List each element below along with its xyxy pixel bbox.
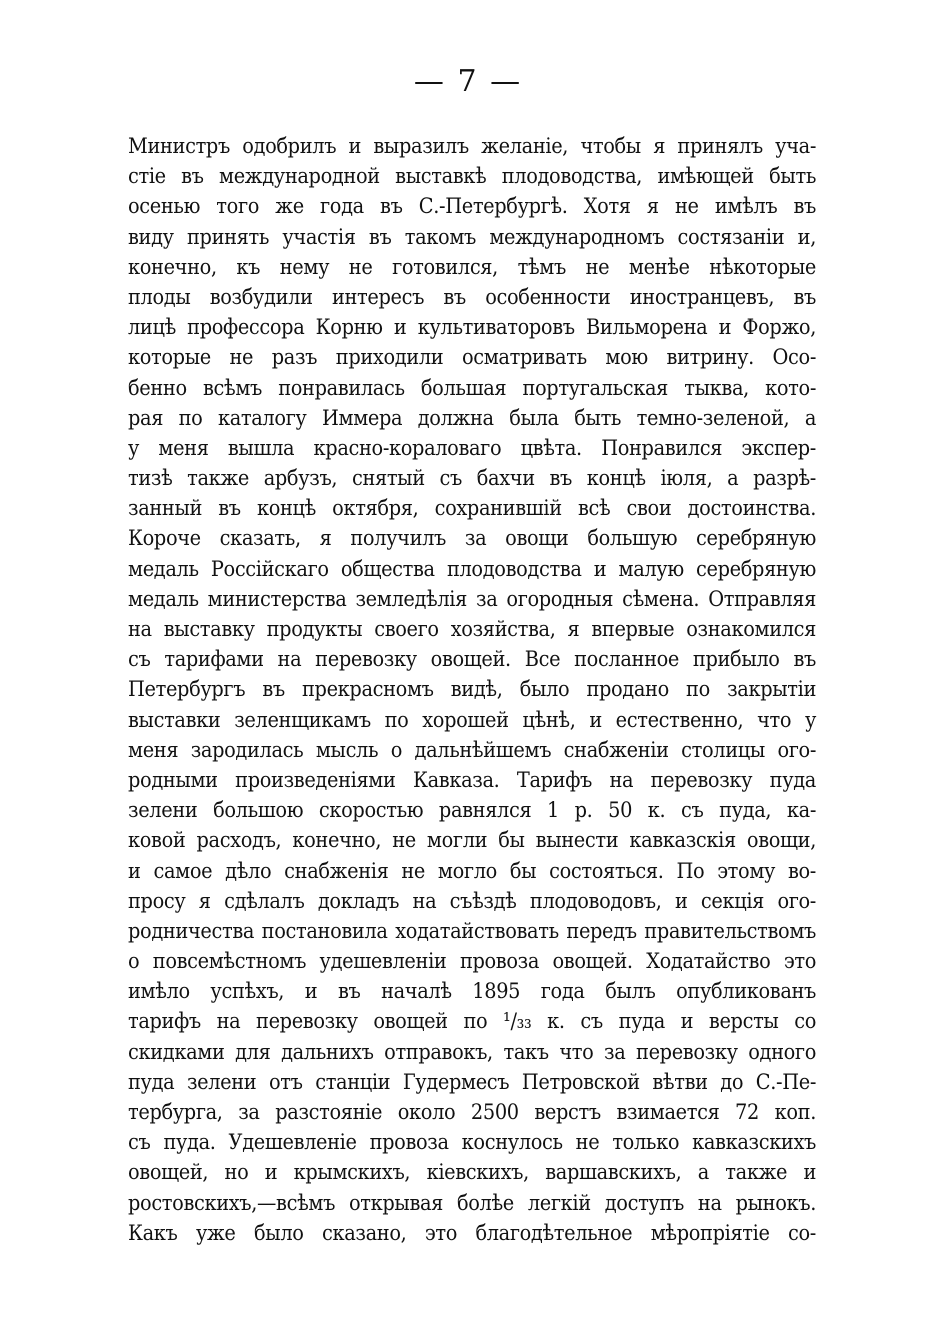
text-line: родничества постановила ходатайствовать передъ правительствомъ <box>128 918 816 944</box>
text-line: съ пуда. Удешевленіе провоза коснулось не только кавказскихъ <box>128 1130 816 1156</box>
text-line: зелени большою скоростью равнялся 1 р. 50 к. съ пуда, ка- <box>128 798 816 824</box>
text-line: пуда зелени отъ станціи Гудермесъ Петровской вѣтви до С.-Пе- <box>128 1069 816 1095</box>
text-line: лицѣ професcора Корню и культиваторовъ Вильморена и Форжо, <box>128 315 816 341</box>
text-line: занный въ концѣ октября, сохранившій всѣ свои достоинства. <box>128 496 816 522</box>
text-line: тизѣ также арбузъ, снятый съ бахчи въ концѣ іюля, а разрѣ- <box>128 466 816 492</box>
text-line: тарифъ на перевозку овощей по ¹/₃₃ к. съ пуда и версты со <box>128 1009 816 1035</box>
text-line: осенью того же года въ С.-Петербургѣ. Хотя я не имѣлъ въ <box>128 194 816 220</box>
text-line: Короче сказать, я получилъ за овощи большую серебряную <box>128 526 816 552</box>
text-line: скидками для дальнихъ отправокъ, такъ что за перевозку одного <box>128 1039 816 1065</box>
text-line: съ тарифами на перевозку овощей. Все посланное прибыло въ <box>128 647 816 673</box>
text-line: виду принять участія въ такомъ международномъ состязаніи и, <box>128 224 816 250</box>
text-line: меня зародилась мысль о дальнѣйшемъ снабженіи столицы ого- <box>128 737 816 763</box>
text-line: бенно всѣмъ понравилась большая португальская тыква, кото- <box>128 375 816 401</box>
page-number: — 7 — <box>413 64 523 99</box>
text-line: медаль Россійскаго общества плодоводства и малую серебряную <box>128 556 816 582</box>
text-line: рая по каталогу Иммера должна была быть темно-зеленой, а <box>128 405 816 431</box>
text-line: о повсемѣстномъ удешевленіи провоза овощей. Ходатайство это <box>128 949 816 975</box>
text-line: Какъ уже было сказано, это благодѣтельное мѣропріятіе со- <box>128 1220 816 1246</box>
text-line: выставки зеленщикамъ по хорошей цѣнѣ, и естественно, что у <box>128 707 816 733</box>
text-line: просу я сдѣлалъ докладъ на съѣздѣ плодоводовъ, и секція ого- <box>128 888 816 914</box>
text-line: у меня вышла красно-кораловаго цвѣта. Понравился экспер- <box>128 435 816 461</box>
text-line: ковой расходъ, конечно, не могли бы вынести кавказскія овощи, <box>128 828 816 854</box>
text-line: Министръ одобрилъ и выразилъ желаніе, чтобы я принялъ уча- <box>128 134 816 159</box>
text-line: ростовскихъ,—всѣмъ открывая болѣе легкій доступъ на рынокъ. <box>128 1190 816 1216</box>
text-line: Петербургъ въ прекрасномъ видѣ, было продано по закрытіи <box>128 677 816 703</box>
text-line: и самое дѣло снабженія не могло бы состояться. По этому во- <box>128 858 816 884</box>
text-line: на выставку продукты своего хозяйства, я впервые ознакомился <box>128 617 816 642</box>
text-line: тербурга, за разстояніе около 2500 верстъ взимается 72 коп. <box>128 1100 816 1125</box>
body-text <box>128 132 816 1249</box>
text-line: родными произведеніями Кавказа. Тарифъ на перевозку пуда <box>128 767 816 793</box>
text-line: которые не разъ приходили осматривать мою витрину. Осо- <box>128 345 816 371</box>
text-line: стіе въ международной выставкѣ плодоводства, имѣющей быть <box>128 164 816 190</box>
text-line: плоды возбудили интересъ въ особенности иностранцевъ, въ <box>128 284 816 310</box>
text-line: овощей, но и крымскихъ, кіевскихъ, варшавскихъ, а также и <box>128 1160 816 1186</box>
text-line: медаль министерства земледѣлія за огородныя сѣмена. Отправляя <box>128 586 816 612</box>
text-line: имѣло успѣхъ, и въ началѣ 1895 года былъ опубликованъ <box>128 979 816 1005</box>
text-line: конечно, къ нему не готовился, тѣмъ не менѣе нѣкоторые <box>128 254 816 280</box>
